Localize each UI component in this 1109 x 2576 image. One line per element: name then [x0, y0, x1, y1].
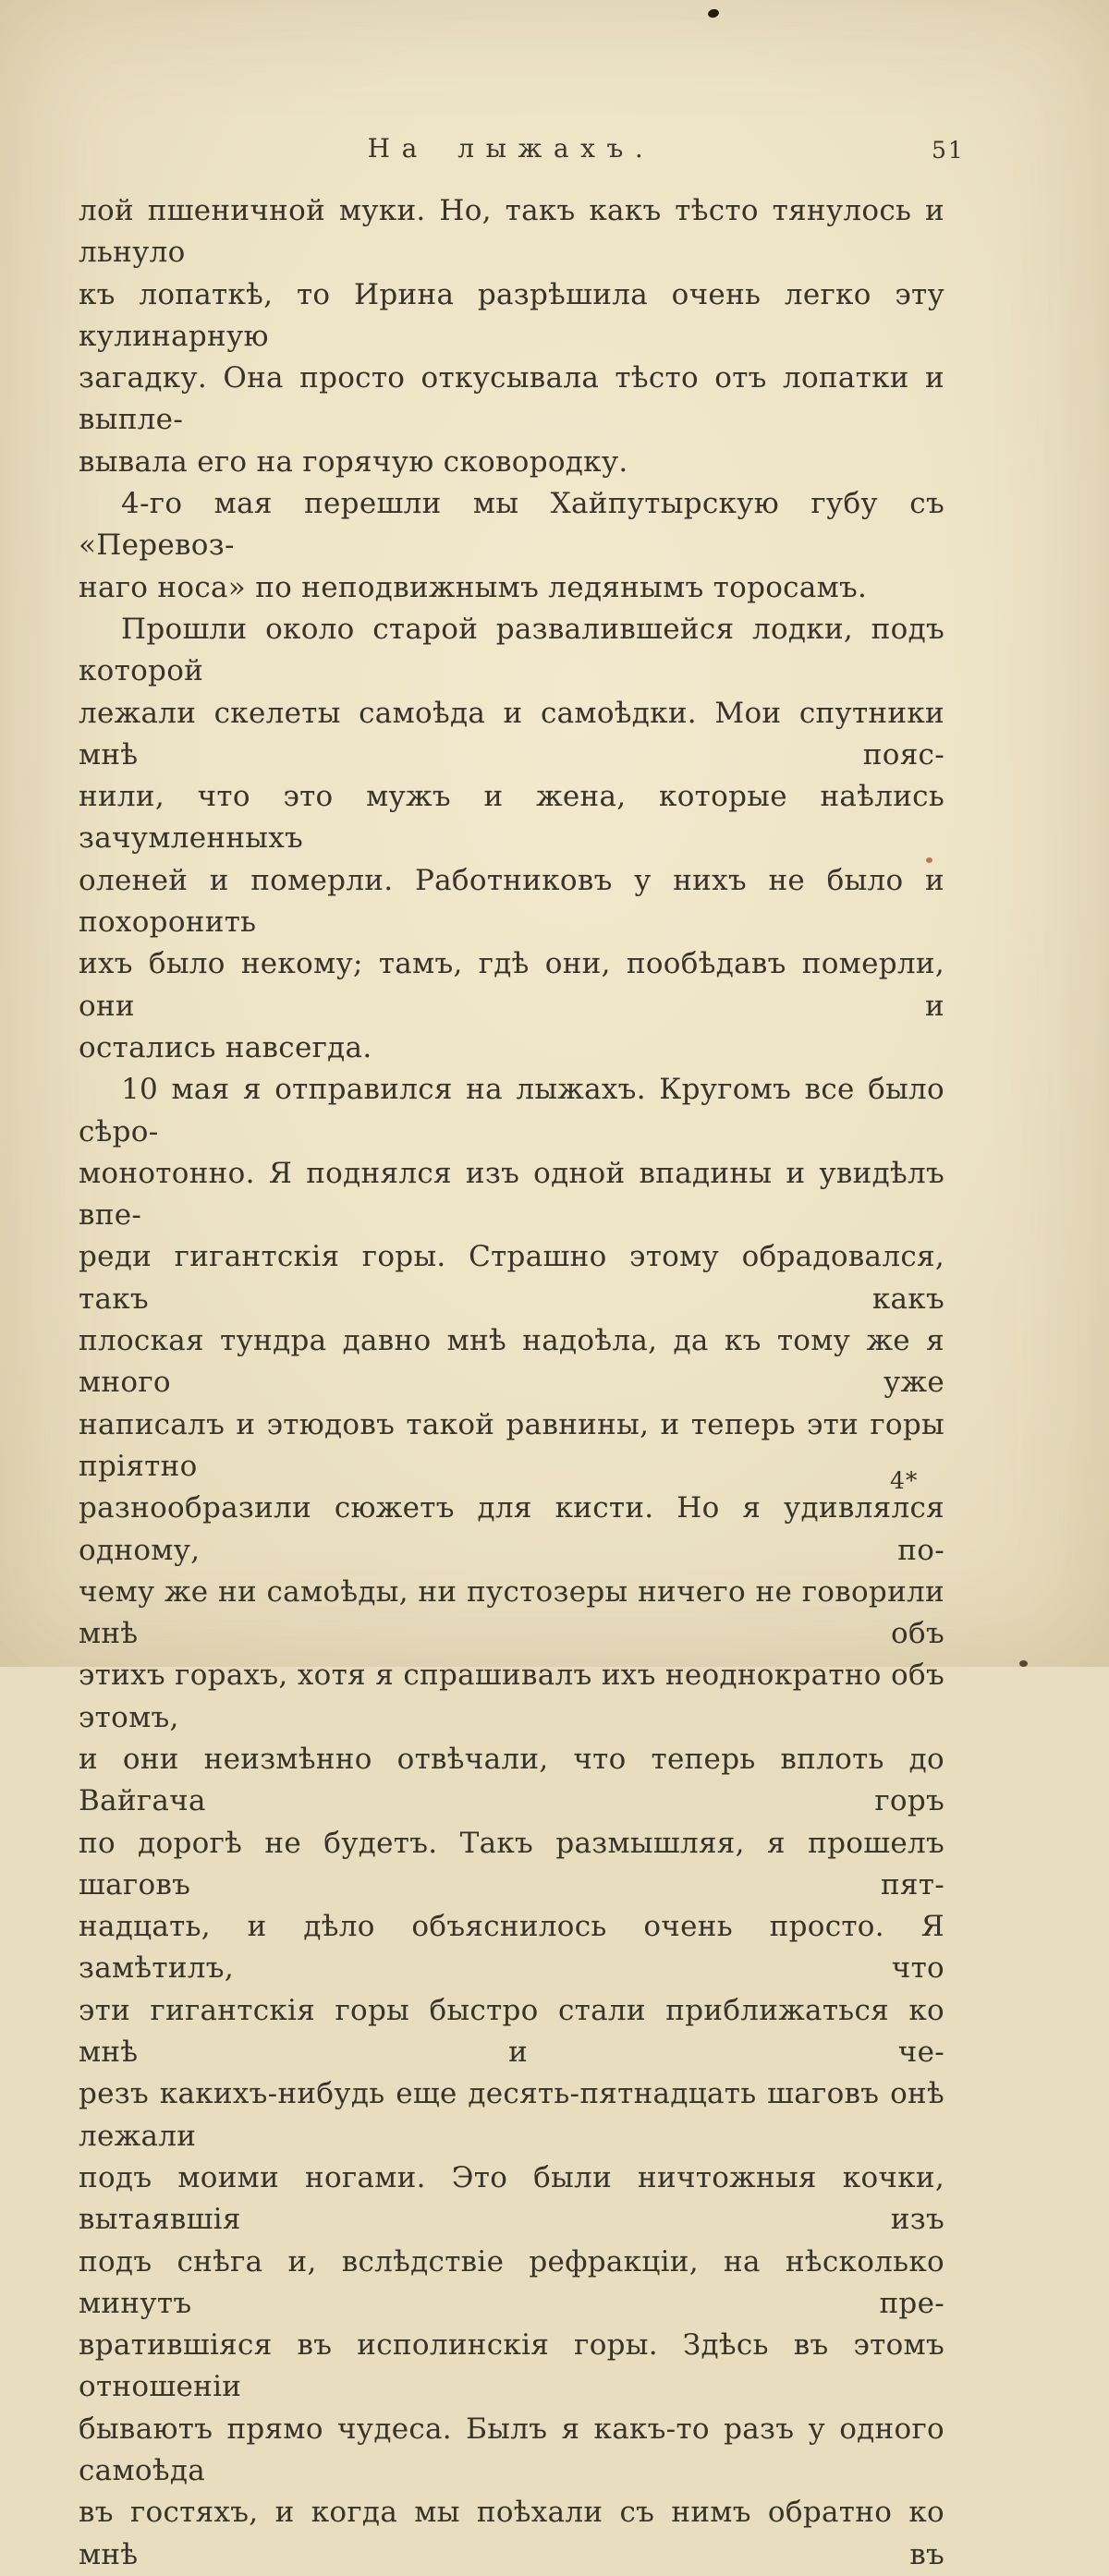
- ink-speck: [926, 857, 932, 863]
- text-line: монотонно. Я поднялся изъ одной впадины и увидѣлъ впе-: [79, 1156, 944, 1233]
- text-line: реди гигантскія горы. Страшно этому обрадовался, такъ какъ: [79, 1240, 944, 1316]
- text-line: по дорогѣ не будетъ. Такъ размышляя, я прошелъ шаговъ пят-: [79, 1826, 944, 1902]
- running-title: На лыжахъ.: [367, 133, 655, 164]
- paragraph: [79, 609, 944, 1069]
- text-line: остались навсегда.: [79, 1030, 372, 1064]
- paragraph: [79, 1069, 944, 2576]
- text-line: оленей и померли. Работниковъ у нихъ не было и похоронить: [79, 863, 944, 940]
- text-line: лежали скелеты самоѣда и самоѣдки. Мои спутники мнѣ пояс-: [79, 696, 944, 772]
- text-line: нили, что это мужъ и жена, которые наѣлись зачумленныхъ: [79, 780, 944, 856]
- text-line: резъ какихъ-нибудь еще десять-пятнадцать шаговъ онѣ лежали: [79, 2077, 944, 2153]
- text-line: лой пшеничной муки. Но, такъ какъ тѣсто тянулось и льнуло: [79, 194, 944, 270]
- text-line: Прошли около старой развалившейся лодки, подъ которой: [79, 612, 944, 688]
- page-number: 51: [932, 137, 965, 164]
- text-line: въ гостяхъ, и когда мы поѣхали съ нимъ обратно ко мнѣ въ: [79, 2496, 944, 2571]
- text-line: подъ снѣга и, вслѣдствіе рефракціи, на нѣсколько минутъ пре-: [79, 2244, 944, 2320]
- text-line: загадку. Она просто откусывала тѣсто отъ лопатки и выпле-: [79, 361, 944, 437]
- text-line: вратившіяся въ исполинскія горы. Здѣсь въ этомъ отношеніи: [79, 2328, 944, 2404]
- page-body-text: [79, 190, 944, 2576]
- text-line: бываютъ прямо чудеса. Былъ я какъ-то разъ у одного самоѣда: [79, 2412, 944, 2488]
- text-line: и они неизмѣнно отвѣчали, что теперь вплоть до Вайгача горъ: [79, 1742, 944, 1818]
- text-line: вывала его на горячую сковородку.: [79, 444, 628, 479]
- text-line: 4-го мая перешли мы Хайпутырскую губу съ «Перевоз-: [79, 487, 944, 563]
- text-line: 10 мая я отправился на лыжахъ. Кругомъ все было сѣро-: [79, 1073, 944, 1148]
- text-line: этихъ горахъ, хотя я спрашивалъ ихъ неоднократно объ этомъ,: [79, 1659, 944, 1734]
- ink-speck: [1019, 1660, 1028, 1667]
- text-line: наго носа» по неподвижнымъ ледянымъ торосамъ.: [79, 570, 868, 604]
- text-line: чему же ни самоѣды, ни пустозеры ничего не говорили мнѣ объ: [79, 1574, 944, 1651]
- text-line: ихъ было некому; тамъ, гдѣ они, пообѣдавъ померли, они и: [79, 947, 944, 1023]
- text-line: къ лопаткѣ, то Ирина разрѣшила очень легко эту кулинарную: [79, 277, 944, 353]
- ink-speck: [707, 8, 720, 19]
- text-line: надцать, и дѣло объяснилось очень просто. Я замѣтилъ, что: [79, 1910, 944, 1986]
- text-line: эти гигантскія горы быстро стали приближаться ко мнѣ и че-: [79, 1993, 944, 2070]
- signature-mark: 4*: [890, 1467, 919, 1494]
- paragraph: [79, 190, 944, 483]
- text-line: разнообразили сюжетъ для кисти. Но я удивлялся одному, по-: [79, 1491, 944, 1567]
- text-line: плоская тундра давно мнѣ надоѣла, да къ тому же я много уже: [79, 1324, 944, 1400]
- text-line: подъ моими ногами. Это были ничтожныя кочки, вытаявшія изъ: [79, 2160, 944, 2237]
- paragraph: [79, 483, 944, 609]
- text-line: написалъ и этюдовъ такой равнины, и теперь эти горы пріятно: [79, 1407, 944, 1483]
